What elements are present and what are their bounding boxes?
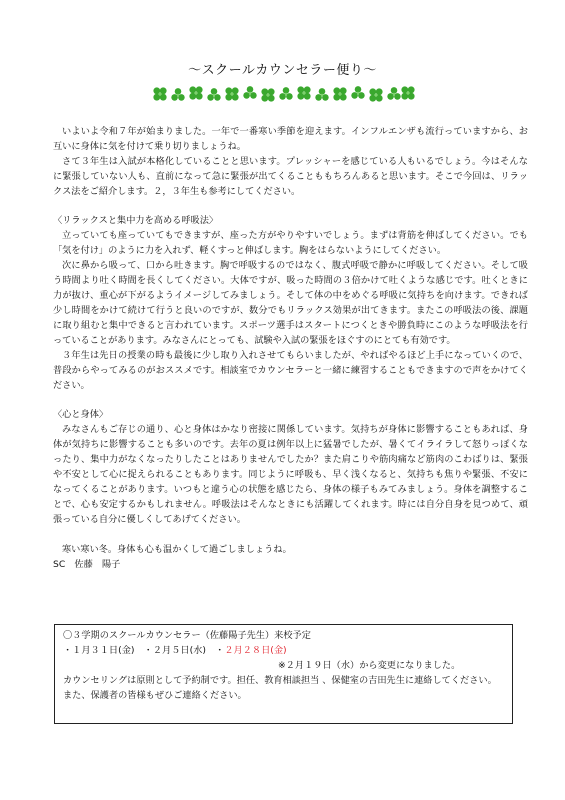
- notice-reservation-info: カウンセリングは原則として予約制です。担任、教育相談担当 、保健室の吉田先生に連絡してください。また、保護者の皆様もぜひご連絡ください。: [63, 675, 497, 701]
- notice-dates-plain: ・１月３１日(金) ・２月５日(水) ・: [63, 645, 225, 656]
- closing-text: 寒い寒い冬。身体も心も温かくして過ごしましょうね。: [62, 544, 292, 555]
- section-heading-mind-body: 〈心と身体〉: [53, 409, 109, 420]
- notice-change-note: ※２月１９日（水）から変更になりました。: [278, 660, 461, 671]
- signature: SC 佐藤 陽子: [53, 559, 121, 570]
- breathing-paragraph-2: 次に鼻から吸って、口から吐きます。胸で呼吸するのではなく、腹式呼吸で静かに呼吸してください。そして吸う時間より吐く時間を長くしてください。大体ですが、吸った時間の３倍かけて吐くような感じです。吐くときに力が抜け、重心が下がるようイメージしてみましょう。そして体の中をめぐる呼吸に気持ちを向けます。できれば少し時間をかけて続けて行うと良いのですが、数分でもリラックス効果が出てきます。またこの呼吸法の後、課題に取り組むと集中できると言われています。スポーツ選手はスタートにつくときや勝負時にこのような呼吸法を行っていることがあります。みなさんにとっても、試験や入試の緊張をほぐすのにとても有効です。: [53, 260, 528, 346]
- breathing-paragraph-1: 立っていても座っていてもできますが、座った方がやりやすいでしょう。まずは背筋を伸ばしてください。でも「気を付け」のように力を入れず、軽くすっと伸ばします。胸をはらないようにしてください。: [53, 230, 528, 256]
- newsletter-body: [53, 124, 528, 572]
- clover-row-icon: [150, 84, 415, 104]
- section-heading-breathing: 〈リラックスと集中力を高める呼吸法〉: [53, 215, 219, 226]
- intro-paragraph-1: いよいよ令和７年が始まりました。一年で一番寒い季節を迎えます。インフルエンザも流行っていますから、お互いに身体に気を付けて乗り切りましょうね。: [53, 126, 528, 152]
- breathing-paragraph-3: ３年生は先日の授業の時も最後に少し取り入れさせてもらいましたが、やればやるほど上手になっていくので、普段からやってみるのがおススメです。相談室でカウンセラーと一緒に練習することもできますので声をかけてください。: [53, 350, 528, 391]
- page-title: 〜スクールカウンセラー便り〜: [188, 63, 377, 78]
- notice-heading: 〇３学期のスクールカウンセラー（佐藤陽子先生）来校予定: [63, 630, 311, 641]
- notice-dates: [63, 643, 504, 658]
- counselor-schedule-notice: [54, 624, 513, 724]
- notice-date-changed: ２月２８日(金): [224, 645, 287, 656]
- mind-body-paragraph-1: みなさんもご存じの通り、心と身体はかなり密接に関係しています。気持ちが身体に影響することもあれば、身体が気持ちに影響することも多いのです。去年の夏は例年以上に猛暑でしたが、暑くてイライラして怒りっぽくなったり、集中力がなくなったりしたことはありませんでしたか？また肩こりや筋肉痛など筋肉のこわばりは、緊張や不安として心に捉えられることもあります。同じように呼吸も、早く浅くなると、気持ちも焦りや緊張、不安になってくることがあります。いつもと違う心の状態を感じたら、身体の様子もみてみましょう。身体を調整することで、心も安定するかもしれません。呼吸法はそんなときにも活躍してくれます。時には自分自身を見つめて、頑張っている自分に優しくしてあげてください。: [53, 424, 528, 525]
- intro-paragraph-2: さて３年生は入試が本格化していることと思います。プレッシャーを感じている人もいるでしょう。今はそんなに緊張していない人も、直前になって急に緊張が出てくることももちろんあると思います。そこで今回は、リラックス法をご紹介します。２，３年生も参考にしてください。: [53, 156, 528, 197]
